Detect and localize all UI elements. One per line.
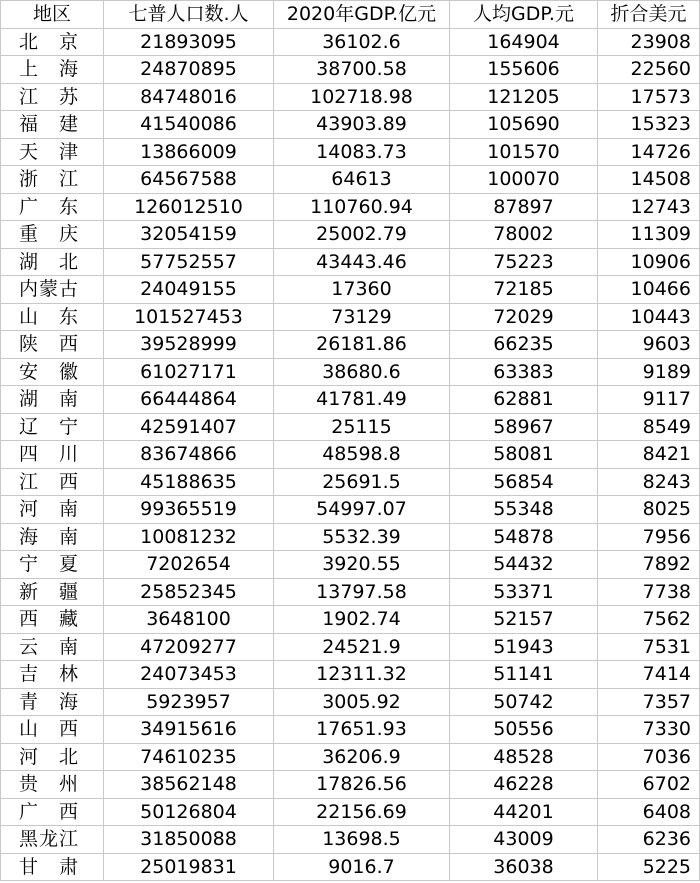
usd-cell[interactable]: 6702 xyxy=(598,771,700,799)
region-cell[interactable]: 甘 肃 xyxy=(1,853,104,881)
region-cell[interactable]: 重 庆 xyxy=(1,221,104,249)
usd-cell[interactable]: 6408 xyxy=(598,798,700,826)
gdp-cell[interactable]: 43443.46 xyxy=(274,248,450,276)
table-row xyxy=(1,606,700,634)
region-cell[interactable]: 北 京 xyxy=(1,28,104,56)
gdp-cell[interactable]: 13797.58 xyxy=(274,578,450,606)
gdp-cell[interactable]: 14083.73 xyxy=(274,138,450,166)
gdp-per-capita-cell[interactable]: 164904 xyxy=(450,28,598,56)
population-cell[interactable]: 42591407 xyxy=(104,413,274,441)
gdp-per-capita-cell[interactable]: 56854 xyxy=(450,468,598,496)
population-cell[interactable]: 7202654 xyxy=(104,551,274,579)
region-cell[interactable]: 云 南 xyxy=(1,633,104,661)
region-cell[interactable]: 贵 州 xyxy=(1,771,104,799)
gdp-per-capita-cell[interactable]: 54432 xyxy=(450,551,598,579)
gdp-cell[interactable]: 24521.9 xyxy=(274,633,450,661)
usd-cell[interactable]: 9117 xyxy=(598,386,700,414)
population-cell[interactable]: 24049155 xyxy=(104,276,274,304)
gdp-cell[interactable]: 102718.98 xyxy=(274,83,450,111)
region-cell[interactable]: 四 川 xyxy=(1,441,104,469)
population-cell[interactable]: 41540086 xyxy=(104,111,274,139)
gdp-cell[interactable]: 26181.86 xyxy=(274,331,450,359)
population-cell[interactable]: 39528999 xyxy=(104,331,274,359)
region-cell[interactable]: 黑龙江 xyxy=(1,826,104,854)
gdp-per-capita-cell[interactable]: 50742 xyxy=(450,688,598,716)
gdp-per-capita-cell[interactable]: 44201 xyxy=(450,798,598,826)
gdp-per-capita-cell[interactable]: 75223 xyxy=(450,248,598,276)
gdp-per-capita-cell[interactable]: 53371 xyxy=(450,578,598,606)
gdp-per-capita-cell[interactable]: 50556 xyxy=(450,716,598,744)
table-row xyxy=(1,56,700,84)
table-row xyxy=(1,83,700,111)
gdp-cell[interactable]: 12311.32 xyxy=(274,661,450,689)
population-cell[interactable]: 74610235 xyxy=(104,743,274,771)
population-cell[interactable]: 10081232 xyxy=(104,523,274,551)
population-cell[interactable]: 24870895 xyxy=(104,56,274,84)
usd-cell[interactable]: 23908 xyxy=(598,28,700,56)
region-cell[interactable]: 河 南 xyxy=(1,496,104,524)
usd-cell[interactable]: 8025 xyxy=(598,496,700,524)
table-row xyxy=(1,826,700,854)
gdp-per-capita-cell[interactable]: 54878 xyxy=(450,523,598,551)
gdp-per-capita-cell[interactable]: 51943 xyxy=(450,633,598,661)
usd-cell[interactable]: 7036 xyxy=(598,743,700,771)
population-cell[interactable]: 31850088 xyxy=(104,826,274,854)
region-cell[interactable]: 河 北 xyxy=(1,743,104,771)
region-cell[interactable]: 海 南 xyxy=(1,523,104,551)
region-cell[interactable]: 青 海 xyxy=(1,688,104,716)
table-row xyxy=(1,688,700,716)
usd-cell[interactable]: 6236 xyxy=(598,826,700,854)
population-cell[interactable]: 5923957 xyxy=(104,688,274,716)
region-cell[interactable]: 江 苏 xyxy=(1,83,104,111)
table-row xyxy=(1,661,700,689)
gdp-cell[interactable]: 17651.93 xyxy=(274,716,450,744)
header-region[interactable]: 地区 xyxy=(1,1,104,29)
usd-cell[interactable]: 7357 xyxy=(598,688,700,716)
region-cell[interactable]: 上 海 xyxy=(1,56,104,84)
gdp-cell[interactable]: 9016.7 xyxy=(274,853,450,881)
usd-cell[interactable]: 10466 xyxy=(598,276,700,304)
usd-cell[interactable]: 15323 xyxy=(598,111,700,139)
table-row xyxy=(1,716,700,744)
population-cell[interactable]: 83674866 xyxy=(104,441,274,469)
table-row xyxy=(1,578,700,606)
gdp-per-capita-cell[interactable]: 100070 xyxy=(450,166,598,194)
region-cell[interactable]: 江 西 xyxy=(1,468,104,496)
usd-cell[interactable]: 7414 xyxy=(598,661,700,689)
usd-cell[interactable]: 7330 xyxy=(598,716,700,744)
usd-cell[interactable]: 8243 xyxy=(598,468,700,496)
population-cell[interactable]: 64567588 xyxy=(104,166,274,194)
table-row xyxy=(1,853,700,881)
population-cell[interactable]: 34915616 xyxy=(104,716,274,744)
gdp-cell[interactable]: 48598.8 xyxy=(274,441,450,469)
gdp-per-capita-cell[interactable]: 155606 xyxy=(450,56,598,84)
population-cell[interactable]: 32054159 xyxy=(104,221,274,249)
gdp-per-capita-cell[interactable]: 58967 xyxy=(450,413,598,441)
gdp-per-capita-cell[interactable]: 48528 xyxy=(450,743,598,771)
table-row xyxy=(1,496,700,524)
gdp-per-capita-cell[interactable]: 63383 xyxy=(450,358,598,386)
table-row xyxy=(1,551,700,579)
gdp-per-capita-cell[interactable]: 46228 xyxy=(450,771,598,799)
gdp-cell[interactable]: 38700.58 xyxy=(274,56,450,84)
gdp-per-capita-cell[interactable]: 62881 xyxy=(450,386,598,414)
gdp-cell[interactable]: 43903.89 xyxy=(274,111,450,139)
gdp-cell[interactable]: 5532.39 xyxy=(274,523,450,551)
gdp-per-capita-cell[interactable]: 72185 xyxy=(450,276,598,304)
gdp-cell[interactable]: 64613 xyxy=(274,166,450,194)
region-cell[interactable]: 广 西 xyxy=(1,798,104,826)
gdp-cell[interactable]: 3920.55 xyxy=(274,551,450,579)
table-row xyxy=(1,798,700,826)
gdp-per-capita-cell[interactable]: 87897 xyxy=(450,193,598,221)
gdp-per-capita-cell[interactable]: 43009 xyxy=(450,826,598,854)
gdp-per-capita-cell[interactable]: 66235 xyxy=(450,331,598,359)
gdp-cell[interactable]: 54997.07 xyxy=(274,496,450,524)
table-row xyxy=(1,358,700,386)
population-cell[interactable]: 50126804 xyxy=(104,798,274,826)
usd-cell[interactable]: 7956 xyxy=(598,523,700,551)
gdp-cell[interactable]: 36102.6 xyxy=(274,28,450,56)
gdp-cell[interactable]: 25002.79 xyxy=(274,221,450,249)
table-row xyxy=(1,468,700,496)
usd-cell[interactable]: 10443 xyxy=(598,303,700,331)
population-cell[interactable]: 25852345 xyxy=(104,578,274,606)
gdp-per-capita-cell[interactable]: 72029 xyxy=(450,303,598,331)
population-cell[interactable]: 66444864 xyxy=(104,386,274,414)
gdp-per-capita-cell[interactable]: 36038 xyxy=(450,853,598,881)
region-cell[interactable]: 湖 南 xyxy=(1,386,104,414)
usd-cell[interactable]: 8421 xyxy=(598,441,700,469)
population-cell[interactable]: 13866009 xyxy=(104,138,274,166)
population-cell[interactable]: 126012510 xyxy=(104,193,274,221)
gdp-cell[interactable]: 25115 xyxy=(274,413,450,441)
region-cell[interactable]: 吉 林 xyxy=(1,661,104,689)
region-cell[interactable]: 新 疆 xyxy=(1,578,104,606)
gdp-cell[interactable]: 38680.6 xyxy=(274,358,450,386)
gdp-per-capita-cell[interactable]: 101570 xyxy=(450,138,598,166)
population-cell[interactable]: 21893095 xyxy=(104,28,274,56)
population-cell[interactable]: 3648100 xyxy=(104,606,274,634)
gdp-cell[interactable]: 3005.92 xyxy=(274,688,450,716)
table-row xyxy=(1,166,700,194)
table-row xyxy=(1,276,700,304)
region-cell[interactable]: 福 建 xyxy=(1,111,104,139)
population-cell[interactable]: 38562148 xyxy=(104,771,274,799)
table-row xyxy=(1,193,700,221)
population-cell[interactable]: 24073453 xyxy=(104,661,274,689)
gdp-cell[interactable]: 13698.5 xyxy=(274,826,450,854)
region-cell[interactable]: 浙 江 xyxy=(1,166,104,194)
population-cell[interactable]: 101527453 xyxy=(104,303,274,331)
table-row xyxy=(1,111,700,139)
region-cell[interactable]: 山 东 xyxy=(1,303,104,331)
table-row xyxy=(1,413,700,441)
usd-cell[interactable]: 9189 xyxy=(598,358,700,386)
gdp-per-capita-cell[interactable]: 51141 xyxy=(450,661,598,689)
population-cell[interactable]: 25019831 xyxy=(104,853,274,881)
gdp-cell[interactable]: 25691.5 xyxy=(274,468,450,496)
population-cell[interactable]: 99365519 xyxy=(104,496,274,524)
gdp-per-capita-cell[interactable]: 121205 xyxy=(450,83,598,111)
header-row xyxy=(1,1,700,29)
population-cell[interactable]: 61027171 xyxy=(104,358,274,386)
usd-cell[interactable]: 12743 xyxy=(598,193,700,221)
usd-cell[interactable]: 11309 xyxy=(598,221,700,249)
region-cell[interactable]: 辽 宁 xyxy=(1,413,104,441)
gdp-per-capita-cell[interactable]: 58081 xyxy=(450,441,598,469)
gdp-per-capita-cell[interactable]: 55348 xyxy=(450,496,598,524)
table-row xyxy=(1,386,700,414)
usd-cell[interactable]: 17573 xyxy=(598,83,700,111)
table-body xyxy=(1,28,700,881)
usd-cell[interactable]: 9603 xyxy=(598,331,700,359)
gdp-cell[interactable]: 17360 xyxy=(274,276,450,304)
region-cell[interactable]: 内蒙古 xyxy=(1,276,104,304)
table-row xyxy=(1,28,700,56)
population-cell[interactable]: 47209277 xyxy=(104,633,274,661)
population-cell[interactable]: 45188635 xyxy=(104,468,274,496)
usd-cell[interactable]: 22560 xyxy=(598,56,700,84)
gdp-cell[interactable]: 17826.56 xyxy=(274,771,450,799)
table-row xyxy=(1,248,700,276)
gdp-cell[interactable]: 110760.94 xyxy=(274,193,450,221)
usd-cell[interactable]: 7892 xyxy=(598,551,700,579)
gdp-cell[interactable]: 41781.49 xyxy=(274,386,450,414)
gdp-cell[interactable]: 73129 xyxy=(274,303,450,331)
usd-cell[interactable]: 14726 xyxy=(598,138,700,166)
header-gdp[interactable]: 2020年GDP.亿元 xyxy=(274,1,450,29)
region-cell[interactable]: 宁 夏 xyxy=(1,551,104,579)
usd-cell[interactable]: 5225 xyxy=(598,853,700,881)
header-usd[interactable]: 折合美元 xyxy=(598,1,700,29)
gdp-cell[interactable]: 22156.69 xyxy=(274,798,450,826)
gdp-cell[interactable]: 1902.74 xyxy=(274,606,450,634)
population-cell[interactable]: 84748016 xyxy=(104,83,274,111)
table-row xyxy=(1,331,700,359)
region-cell[interactable]: 西 藏 xyxy=(1,606,104,634)
usd-cell[interactable]: 7531 xyxy=(598,633,700,661)
usd-cell[interactable]: 8549 xyxy=(598,413,700,441)
gdp-per-capita-cell[interactable]: 78002 xyxy=(450,221,598,249)
gdp-per-capita-cell[interactable]: 52157 xyxy=(450,606,598,634)
population-cell[interactable]: 57752557 xyxy=(104,248,274,276)
gdp-per-capita-cell[interactable]: 105690 xyxy=(450,111,598,139)
table-row xyxy=(1,743,700,771)
table-row xyxy=(1,633,700,661)
table-row xyxy=(1,441,700,469)
table-row xyxy=(1,523,700,551)
usd-cell[interactable]: 10906 xyxy=(598,248,700,276)
region-cell[interactable]: 安 徽 xyxy=(1,358,104,386)
region-cell[interactable]: 天 津 xyxy=(1,138,104,166)
region-cell[interactable]: 湖 北 xyxy=(1,248,104,276)
region-cell[interactable]: 广 东 xyxy=(1,193,104,221)
table-row xyxy=(1,303,700,331)
table-row xyxy=(1,771,700,799)
header-gdp-per-capita[interactable]: 人均GDP.元 xyxy=(450,1,598,29)
table-row xyxy=(1,138,700,166)
header-population[interactable]: 七普人口数.人 xyxy=(104,1,274,29)
usd-cell[interactable]: 7562 xyxy=(598,606,700,634)
gdp-cell[interactable]: 36206.9 xyxy=(274,743,450,771)
region-cell[interactable]: 陕 西 xyxy=(1,331,104,359)
usd-cell[interactable]: 7738 xyxy=(598,578,700,606)
table-row xyxy=(1,221,700,249)
usd-cell[interactable]: 14508 xyxy=(598,166,700,194)
region-cell[interactable]: 山 西 xyxy=(1,716,104,744)
